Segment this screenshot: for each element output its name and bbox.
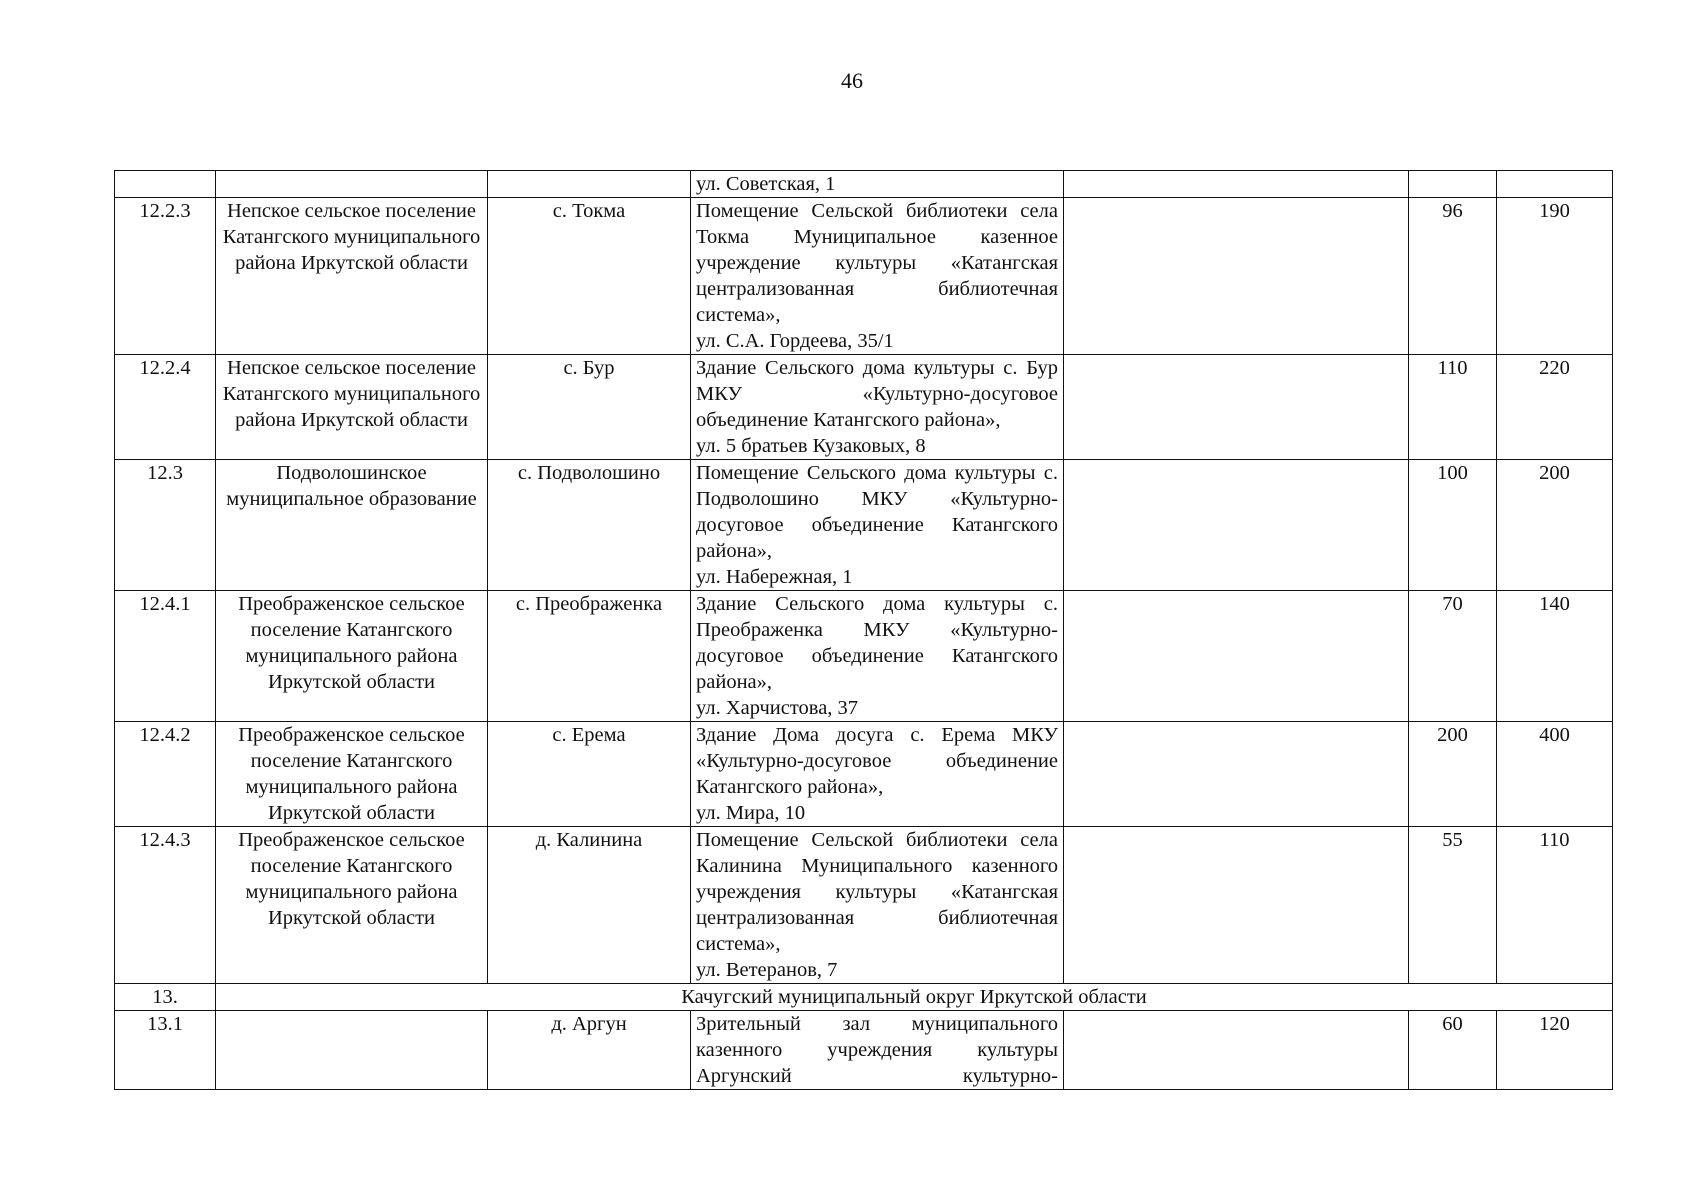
num-cell: 12.4.3 xyxy=(115,827,216,984)
locality-cell: с. Преображенка xyxy=(488,591,691,722)
section-title: Качугский муниципальный округ Иркутской области xyxy=(216,984,1613,1011)
num-cell: 12.2.3 xyxy=(115,198,216,355)
num-cell: 12.4.1 xyxy=(115,591,216,722)
table-row xyxy=(115,355,1613,460)
site-address: ул. Мира, 10 xyxy=(696,802,806,824)
municipality-cell: Непское сельское поселение Катангского муниципального района Иркутской области xyxy=(216,355,488,460)
empty-cell xyxy=(1064,827,1409,984)
site-description: Помещение Сельского дома культуры с. Подволошино МКУ «Культурно-досуговое объединение Катангского района», xyxy=(696,462,1058,562)
num-cell: 12.4.2 xyxy=(115,722,216,827)
empty-cell xyxy=(1064,722,1409,827)
site-description: Помещение Сельской библиотеки села Калинина Муниципального казенного учреждения культуры «Катангская централизованная библиотечная система», xyxy=(696,829,1058,955)
locality-cell: с. Токма xyxy=(488,198,691,355)
section-header-row xyxy=(115,984,1613,1011)
facilities-table xyxy=(114,170,1613,1090)
site-description: Зрительный зал муниципального казенного учреждения культуры Аргунский культурно- xyxy=(696,1013,1058,1087)
value-a-cell: 60 xyxy=(1409,1011,1497,1090)
site-cell xyxy=(691,1011,1064,1090)
site-address: ул. С.А. Гордеева, 35/1 xyxy=(696,330,894,352)
municipality-cell: Подволошинское муниципальное образование xyxy=(216,460,488,591)
table-row xyxy=(115,722,1613,827)
empty-cell xyxy=(1064,460,1409,591)
value-a-cell: 110 xyxy=(1409,355,1497,460)
site-description: Помещение Сельской библиотеки села Токма Муниципальное казенное учреждение культуры «Катангская централизованная библиотечная система», xyxy=(696,200,1058,326)
municipality-cell xyxy=(216,171,488,198)
site-cell xyxy=(691,591,1064,722)
num-cell: 13.1 xyxy=(115,1011,216,1090)
municipality-cell: Непское сельское поселение Катангского муниципального района Иркутской области xyxy=(216,198,488,355)
value-a-cell: 100 xyxy=(1409,460,1497,591)
value-b-cell: 140 xyxy=(1497,591,1613,722)
site-address: ул. Набережная, 1 xyxy=(696,566,853,588)
table-row xyxy=(115,198,1613,355)
num-cell: 12.3 xyxy=(115,460,216,591)
page-number: 46 xyxy=(841,68,863,93)
value-a-cell: 200 xyxy=(1409,722,1497,827)
site-description: Здание Сельского дома культуры с. Преображенка МКУ «Культурно-досуговое объединение Катангского района», xyxy=(696,593,1058,693)
site-cell xyxy=(691,355,1064,460)
municipality-cell: Преображенское сельское поселение Катангского муниципального района Иркутской области xyxy=(216,827,488,984)
site-cell xyxy=(691,722,1064,827)
municipality-cell: Преображенское сельское поселение Катангского муниципального района Иркутской области xyxy=(216,722,488,827)
value-a-cell: 55 xyxy=(1409,827,1497,984)
table-row xyxy=(115,591,1613,722)
value-b-cell: 190 xyxy=(1497,198,1613,355)
value-b-cell: 120 xyxy=(1497,1011,1613,1090)
locality-cell xyxy=(488,171,691,198)
site-cell xyxy=(691,198,1064,355)
municipality-cell xyxy=(216,1011,488,1090)
site-cell xyxy=(691,827,1064,984)
site-address: ул. Советская, 1 xyxy=(696,173,836,195)
value-b-cell: 200 xyxy=(1497,460,1613,591)
section-num: 13. xyxy=(115,984,216,1011)
empty-cell xyxy=(1064,171,1409,198)
site-address: ул. Ветеранов, 7 xyxy=(696,959,838,981)
value-b-cell: 220 xyxy=(1497,355,1613,460)
empty-cell xyxy=(1064,1011,1409,1090)
num-cell xyxy=(115,171,216,198)
table-row-continuation xyxy=(115,171,1613,198)
site-description: Здание Дома досуга с. Ерема МКУ «Культурно-досуговое объединение Катангского района», xyxy=(696,724,1058,798)
value-a-cell: 70 xyxy=(1409,591,1497,722)
table-row xyxy=(115,1011,1613,1090)
municipality-cell: Преображенское сельское поселение Катангского муниципального района Иркутской области xyxy=(216,591,488,722)
value-a-cell: 96 xyxy=(1409,198,1497,355)
value-b-cell: 110 xyxy=(1497,827,1613,984)
locality-cell: д. Аргун xyxy=(488,1011,691,1090)
value-b-cell xyxy=(1497,171,1613,198)
site-address: ул. 5 братьев Кузаковых, 8 xyxy=(696,435,926,457)
empty-cell xyxy=(1064,591,1409,722)
locality-cell: с. Ерема xyxy=(488,722,691,827)
empty-cell xyxy=(1064,198,1409,355)
value-b-cell: 400 xyxy=(1497,722,1613,827)
table-row xyxy=(115,827,1613,984)
value-a-cell xyxy=(1409,171,1497,198)
site-address: ул. Харчистова, 37 xyxy=(696,697,859,719)
table-row xyxy=(115,460,1613,591)
site-cell xyxy=(691,171,1064,198)
site-description: Здание Сельского дома культуры с. Бур МКУ «Культурно-досуговое объединение Катангского района», xyxy=(696,357,1058,431)
locality-cell: д. Калинина xyxy=(488,827,691,984)
num-cell: 12.2.4 xyxy=(115,355,216,460)
locality-cell: с. Бур xyxy=(488,355,691,460)
site-cell xyxy=(691,460,1064,591)
locality-cell: с. Подволошино xyxy=(488,460,691,591)
empty-cell xyxy=(1064,355,1409,460)
